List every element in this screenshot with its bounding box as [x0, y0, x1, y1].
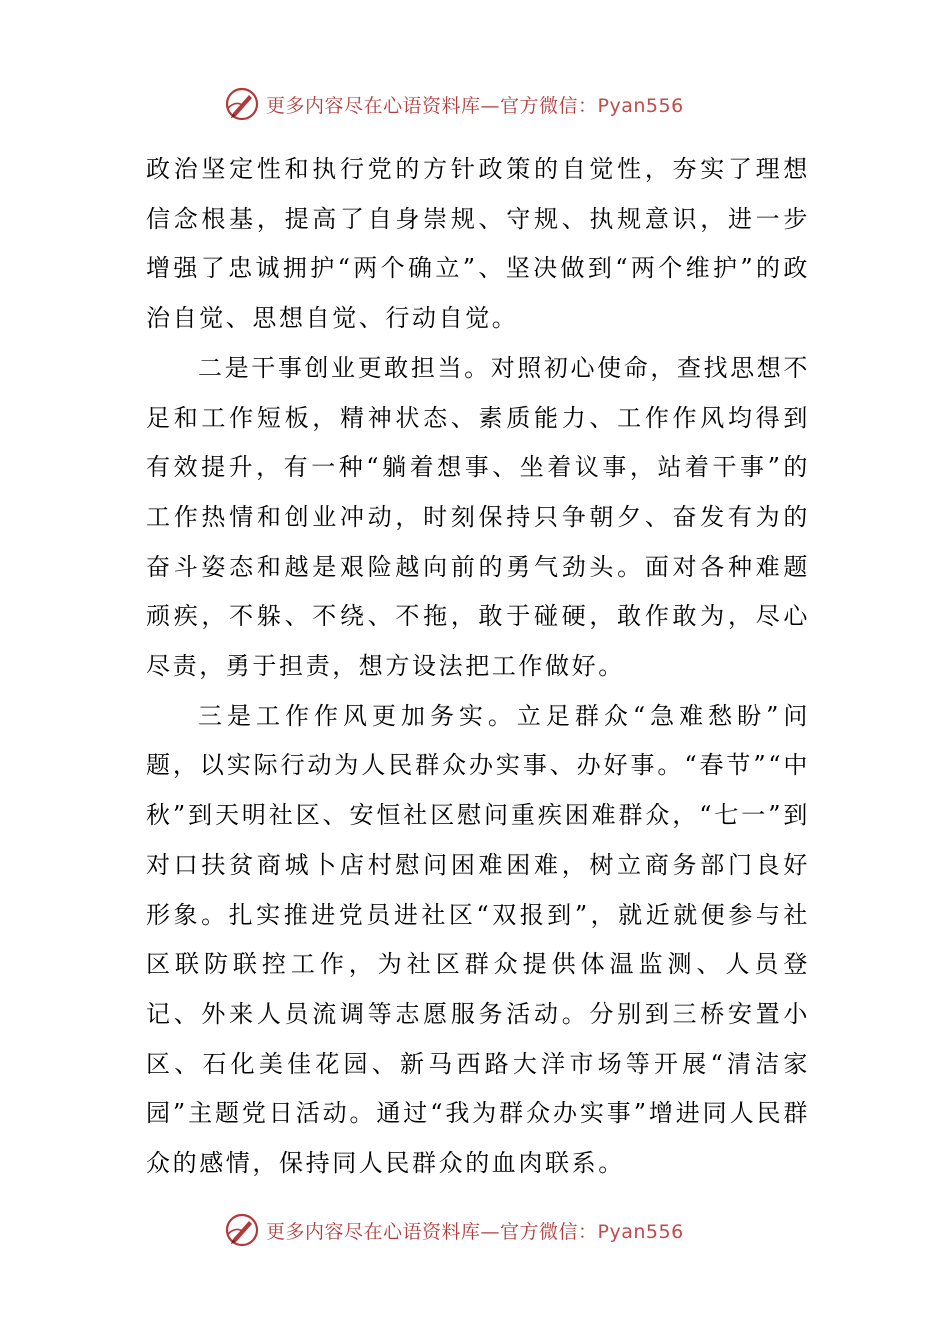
watermark-header — [224, 84, 684, 124]
pen-logo-icon — [224, 1212, 260, 1248]
paragraph-point-two: 二是干事创业更敢担当。对照初心使命，查找思想不足和工作短板，精神状态、素质能力、工作作风均得到有效提升，有一种“躺着想事、坐着议事，站着干事”的工作热情和创业冲动，时刻保持只争朝夕、奋发有为的奋斗姿态和越是艰险越向前的勇气劲头。面对各种难题顽疾，不躲、不绕、不拖，敢于碰硬，敢作敢为，尽心尽责，勇于担责，想方设法把工作做好。 — [146, 353, 810, 681]
paragraph-continuation: 政治坚定性和执行党的方针政策的自觉性，夯实了理想信念根基，提高了自身崇规、守规、执规意识，进一步增强了忠诚拥护“两个确立”、坚决做到“两个维护”的政治自觉、思想自觉、行动自觉。 — [146, 155, 810, 333]
watermark-text: 更多内容尽在心语资料库—官方微信：Pyan556 — [266, 94, 684, 117]
watermark-text: 更多内容尽在心语资料库—官方微信：Pyan556 — [266, 1220, 684, 1243]
watermark-footer — [224, 1210, 684, 1250]
pen-logo-icon — [224, 86, 260, 122]
document-body — [146, 145, 810, 1189]
paragraph-point-three: 三是工作作风更加务实。立足群众“急难愁盼”问题，以实际行动为人民群众办实事、办好事。“春节”“中秋”到天明社区、安恒社区慰问重疾困难群众，“七一”到对口扶贫商城卜店村慰问困难困难，树立商务部门良好形象。扎实推进党员进社区“双报到”，就近就便参与社区联防联控工作，为社区群众提供体温监测、人员登记、外来人员流调等志愿服务活动。分别到三桥安置小区、石化美佳花园、新马西路大洋市场等开展“清洁家园”主题党日活动。通过“我为群众办实事”增进同人民群众的感情，保持同人民群众的血肉联系。 — [146, 701, 810, 1178]
